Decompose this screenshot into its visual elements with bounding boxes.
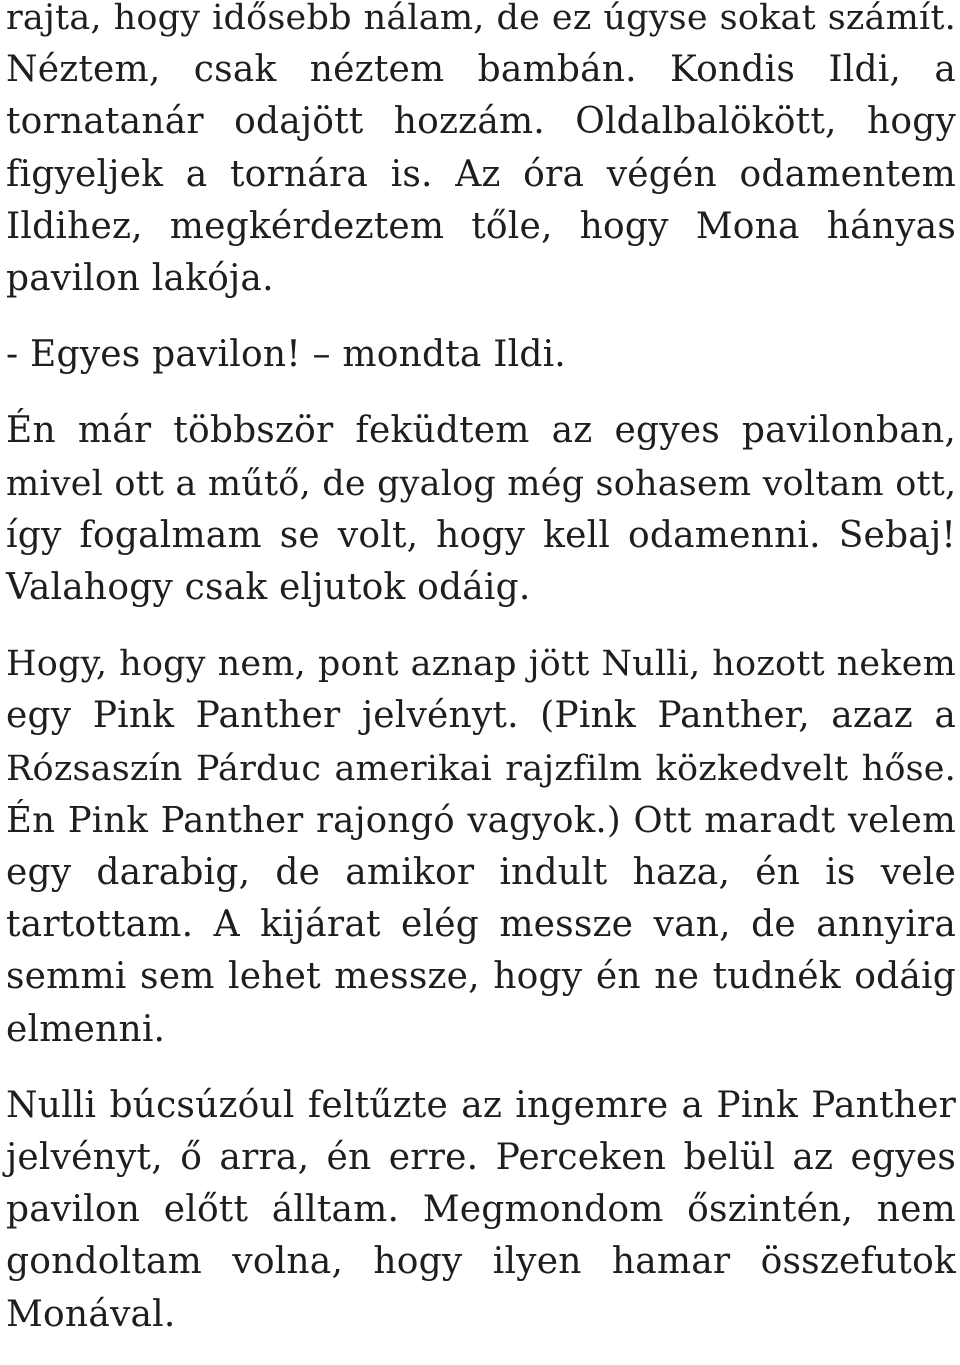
text-line: Monával. (6, 1293, 176, 1335)
text-line: Én Pink Panther rajongó vagyok.) Ott maradt velem (6, 799, 956, 841)
text-line: figyeljek a tornára is. Az óra végén odamentem (6, 153, 956, 195)
text-line: elmenni. (6, 1008, 166, 1050)
text-line: így fogalmam se volt, hogy kell odamenni. Sebaj! (6, 514, 956, 556)
text-line: Valahogy csak eljutok odáig. (6, 567, 531, 609)
text-line: tornatanár odajött hozzám. Oldalbalökött, hogy (6, 101, 956, 143)
text-line: pavilon lakója. (6, 258, 274, 300)
paragraph-3 (6, 405, 956, 614)
text-line: egy Pink Panther jelvényt. (Pink Panther, azaz a (6, 695, 956, 737)
paragraph-1 (6, 0, 956, 305)
paragraph-2 (6, 329, 956, 381)
text-line: pavilon előtt álltam. Megmondom őszintén, nem (6, 1189, 956, 1231)
paragraph-5 (6, 1080, 956, 1341)
text-line: semmi sem lehet messze, hogy én ne tudnék odáig (6, 956, 956, 998)
text-line: gondoltam volna, hogy ilyen hamar összefutok (6, 1241, 956, 1283)
text-line: - Egyes pavilon! – mondta Ildi. (6, 334, 566, 376)
text-line: egy darabig, de amikor indult haza, én is vele (6, 852, 956, 894)
paragraph-4 (6, 638, 956, 1056)
text-line: tartottam. A kijárat elég messze van, de annyira (6, 904, 956, 946)
text-line: jelvényt, ő arra, én erre. Perceken belül az egyes (6, 1137, 956, 1179)
document-page (6, 0, 956, 1365)
text-line: Én már többször feküdtem az egyes pavilonban, (6, 410, 956, 452)
text-line: Nulli búcsúzóul feltűzte az ingemre a Pink Panther (6, 1084, 956, 1126)
text-line: Rózsaszín Párduc amerikai rajzfilm közkedvelt hőse. (6, 748, 956, 789)
text-line: Ildihez, megkérdeztem tőle, hogy Mona hányas (6, 205, 956, 247)
text-line: Hogy, hogy nem, pont aznap jött Nulli, hozott nekem (6, 644, 956, 685)
text-line: mivel ott a műtő, de gyalog még sohasem voltam ott, (6, 463, 957, 504)
text-line: rajta, hogy idősebb nálam, de ez úgyse sokat számít. (6, 0, 956, 38)
text-line: Néztem, csak néztem bambán. Kondis Ildi, a (6, 49, 956, 91)
